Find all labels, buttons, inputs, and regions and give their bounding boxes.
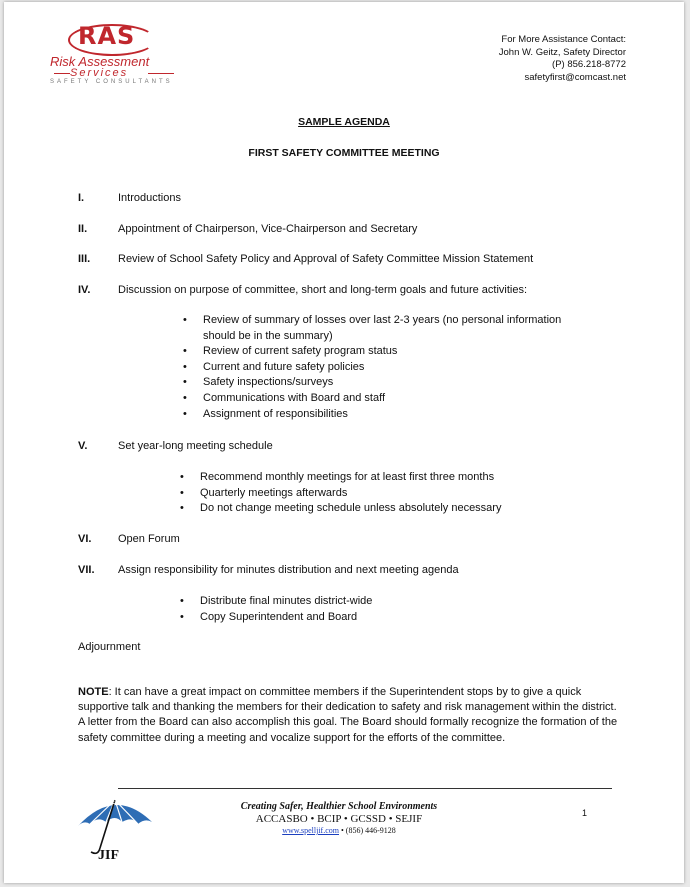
footer-divider xyxy=(118,788,612,789)
agenda-item-text: Open Forum xyxy=(118,533,180,545)
bullet-icon: • xyxy=(180,471,184,483)
website-link[interactable]: www.spelljif.com xyxy=(282,826,339,835)
contact-email: safetyfirst@comcast.net xyxy=(524,71,626,83)
page-number: 1 xyxy=(582,808,588,818)
contact-block xyxy=(499,34,626,84)
note-text: : It can have a great impact on committee members if the Superintendent stops by to give a quick supportive talk and thanking the members for their dedication to safety and risk management within the district. A letter from the Board can also accomplish this goal. The Board should formally recognize the formation of the safety committee during a meeting and vocalize support for the efforts of the committee. xyxy=(78,686,618,744)
agenda-item-text: Assign responsibility for minutes distribution and next meeting agenda xyxy=(118,564,459,576)
bullet-icon: • xyxy=(183,360,187,373)
agenda-item-text: Discussion on purpose of committee, short and long-term goals and future activities: xyxy=(118,284,528,296)
bullet-icon: • xyxy=(183,407,187,420)
jif-text: JIF xyxy=(98,848,119,862)
note-label: NOTE xyxy=(78,686,109,698)
agenda-number: V. xyxy=(78,440,88,452)
list-item: • Current and future safety policies xyxy=(203,360,561,376)
list-item: • Review of current safety program status xyxy=(203,344,561,360)
logo-line-1: Risk Assessment xyxy=(50,54,150,69)
list-item: • Copy Superintendent and Board xyxy=(200,610,372,626)
logo-rule-left xyxy=(54,73,70,74)
logo-line-2: Services xyxy=(70,67,129,79)
agenda-number: I. xyxy=(78,192,85,204)
agenda-number: VII. xyxy=(78,564,95,576)
list-item: • Quarterly meetings afterwards xyxy=(200,486,501,502)
list-item: • Recommend monthly meetings for at least first three months xyxy=(200,470,501,486)
logo-line-3: SAFETY CONSULTANTS xyxy=(50,79,173,85)
logo-rule-right xyxy=(148,73,174,74)
ras-logo xyxy=(50,22,190,88)
bullet-icon: • xyxy=(180,502,184,515)
bullet-icon: • xyxy=(183,314,187,326)
bullet-icon: • xyxy=(180,610,184,623)
bullet-icon: • xyxy=(183,345,187,358)
agenda-number: IV. xyxy=(78,284,91,296)
footer-tagline: Creating Safer, Healthier School Environments xyxy=(240,801,438,812)
agenda-item-text: Appointment of Chairperson, Vice-Chairperson and Secretary xyxy=(118,223,418,235)
bullet-list-iv xyxy=(183,313,562,422)
footer-contact xyxy=(144,826,534,835)
list-item: • Assignment of responsibilities xyxy=(203,407,561,423)
agenda-item-text: Introductions xyxy=(118,192,181,204)
contact-heading: For More Assistance Contact: xyxy=(501,34,626,45)
agenda-number: VI. xyxy=(78,533,92,545)
list-item-continuation: should be in the summary) xyxy=(203,329,333,342)
agenda-item-text: Set year-long meeting schedule xyxy=(118,440,273,452)
contact-name: John W. Geitz, Safety Director xyxy=(498,46,626,58)
bullet-icon: • xyxy=(180,595,184,607)
list-item: • Distribute final minutes district-wide xyxy=(200,594,372,610)
list-item: • Safety inspections/surveys xyxy=(203,375,561,391)
umbrella-text: SPELL xyxy=(103,800,123,806)
agenda-item-text: Review of School Safety Policy and Approval of Safety Committee Mission Statement xyxy=(118,253,534,265)
list-item: • Review of summary of losses over last 2-3 years (no personal information xyxy=(203,313,561,329)
adjournment-text: Adjournment xyxy=(78,641,141,653)
list-item: • Do not change meeting schedule unless absolutely necessary xyxy=(200,501,501,517)
contact-phone: (P) 856.218-8772 xyxy=(552,59,626,70)
bullet-icon: • xyxy=(180,486,184,499)
logo-mark: RAS xyxy=(78,22,136,50)
note-paragraph xyxy=(78,685,618,746)
document-subtitle: FIRST SAFETY COMMITTEE MEETING xyxy=(248,147,440,159)
document-title: SAMPLE AGENDA xyxy=(298,116,390,128)
bullet-list-v xyxy=(180,470,502,517)
list-item: • Communications with Board and staff xyxy=(203,391,561,407)
agenda-number: III. xyxy=(78,253,91,265)
footer-members: ACCASBO • BCIP • GCSSD • SEJIF xyxy=(255,813,423,825)
agenda-number: II. xyxy=(78,223,88,235)
document-page xyxy=(4,2,684,883)
bullet-icon: • xyxy=(183,391,187,404)
bullet-icon: • xyxy=(183,376,187,389)
footer-phone: • (856) 446-9128 xyxy=(339,826,396,835)
bullet-list-vii xyxy=(180,594,373,625)
